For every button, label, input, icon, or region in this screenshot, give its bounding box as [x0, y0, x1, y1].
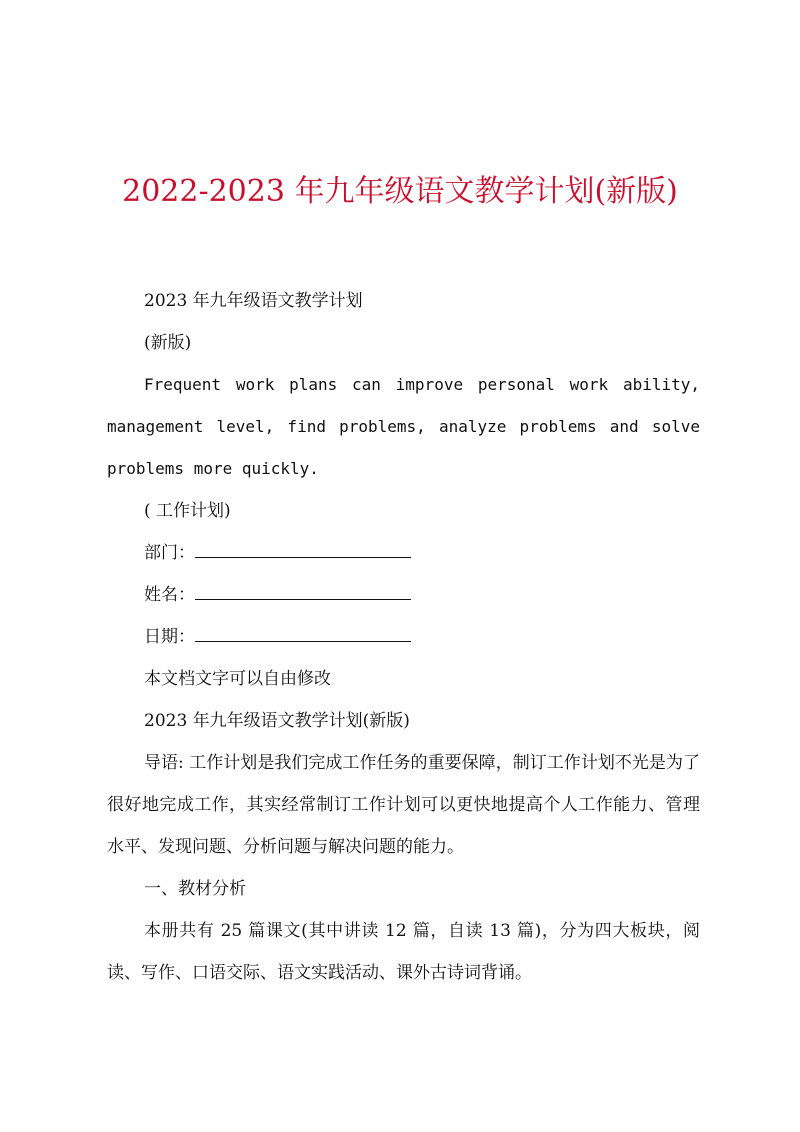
- heading-line-1: 2023 年九年级语文教学计划: [144, 291, 363, 311]
- document-title: 2022-2023 年九年级语文教学计划(新版): [122, 174, 678, 209]
- name-field: [107, 574, 700, 616]
- date-label: 日期：: [144, 627, 195, 647]
- section-1-paragraph: 本册共有 25 篇课文(其中讲读 12 篇，自读 13 篇)，分为四大板块，阅读、写作、口语交际、语文实践活动、课外古诗词背诵。: [107, 921, 700, 983]
- intro-english-paragraph: Frequent work plans can improve personal work ability, management level, find problems, analyze problems and solve problems more quickly.: [107, 375, 700, 478]
- name-label: 姓名：: [144, 585, 195, 605]
- editable-note: 本文档文字可以自由修改: [144, 669, 331, 689]
- name-blank: [195, 581, 411, 600]
- document-subtitle: 2023 年九年级语文教学计划(新版): [144, 711, 410, 731]
- date-blank: [195, 623, 411, 642]
- guide-paragraph: 导语: 工作计划是我们完成工作任务的重要保障，制订工作计划不光是为了很好地完成工作，其实经常制订工作计划可以更快地提高个人工作能力、管理水平、发现问题、分析问题与解决问题的能力。: [107, 753, 700, 857]
- plan-type-label: ( 工作计划): [144, 501, 231, 521]
- section-1-heading: 一、教材分析: [144, 879, 246, 899]
- date-field: [107, 616, 700, 658]
- department-blank: [195, 539, 411, 558]
- heading-line-2: (新版): [144, 333, 192, 353]
- department-label: 部门：: [144, 543, 195, 563]
- department-field: [107, 532, 700, 574]
- document-body: [107, 280, 700, 994]
